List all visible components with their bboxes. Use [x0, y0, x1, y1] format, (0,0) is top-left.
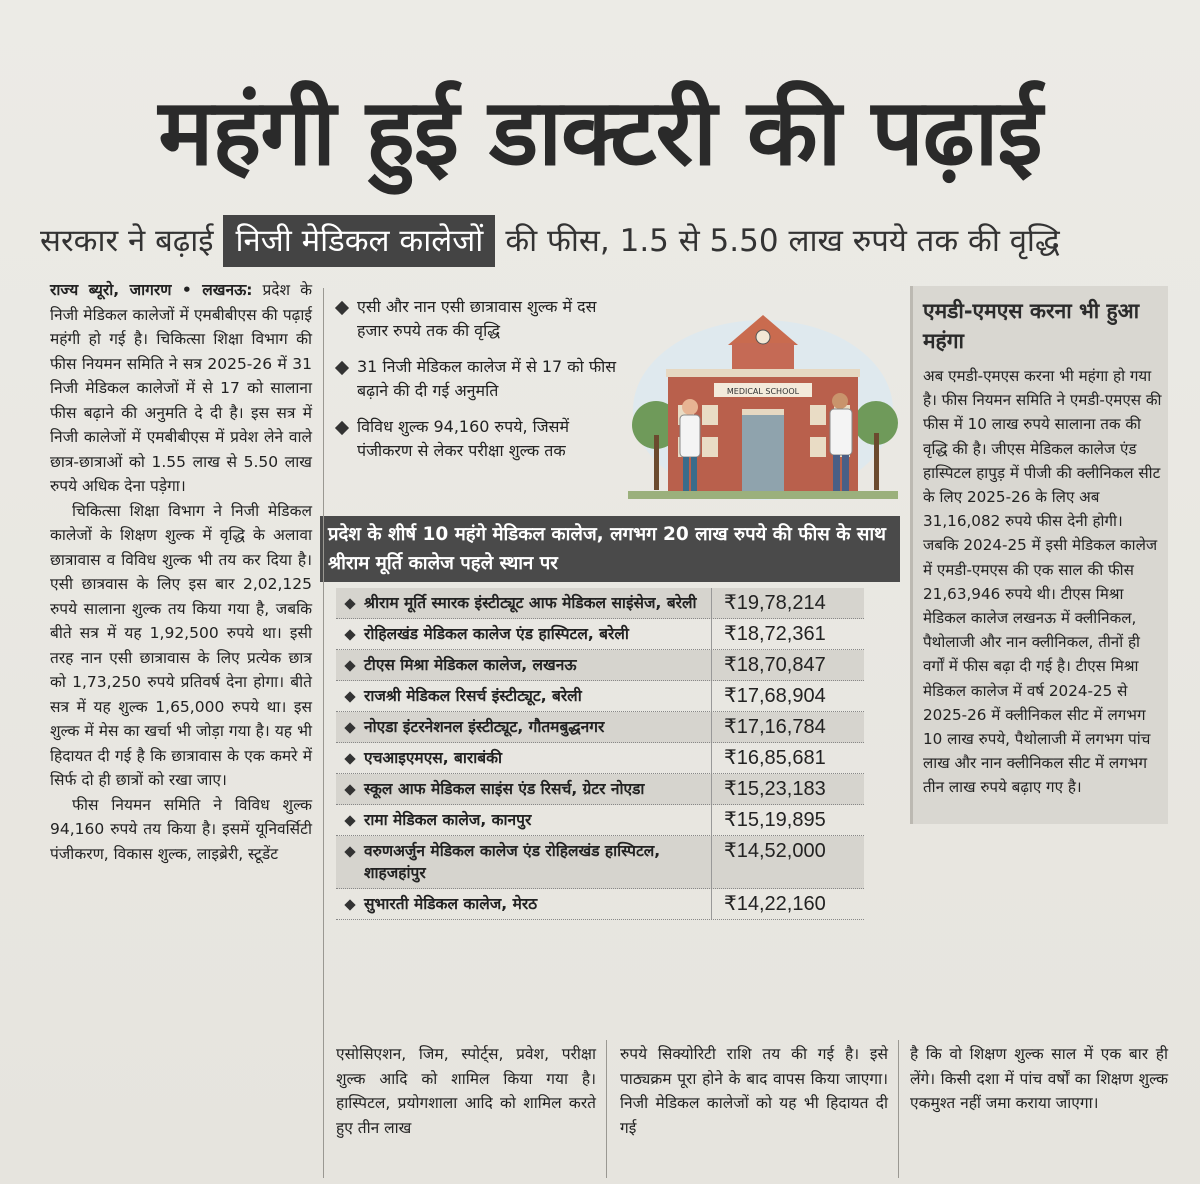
bullet-icon [344, 598, 355, 609]
bullet-icon [335, 301, 349, 315]
table-row [336, 743, 864, 774]
paragraph-2: चिकित्सा शिक्षा विभाग ने निजी मेडिकल कालेजों के शिक्षण शुल्क में वृद्धि के अलावा छात्रावास व विविध शुल्क भी तय कर दिया है। एसी छात्रवास के लिए इस बार 2,02,125 रुपये सालाना शुल्क तय किया गया है, जबकि बीते सत्र में यह 1,92,500 रुपये था। इसी तरह नान एसी छात्रावास के लिए प्रत्येक छात्र को 1,73,250 रुपये प्रतिवर्ष देना होगा। बीते सत्र में यह शुल्क 1,65,000 रुपये था। इस शुल्क में मेस का खर्चा भी जोड़ा गया है। यह भी हिदायत दी गई है कि छात्रावास के एक कमरे में सिर्फ दो ही छात्रों को रखा जाए। [50, 501, 312, 789]
bullet-icon [344, 753, 355, 764]
table-title: प्रदेश के शीर्ष 10 महंगे मेडिकल कालेज, लगभग 20 लाख रुपये की फीस के साथ श्रीराम मूर्ति कालेज पहले स्थान पर [320, 516, 900, 582]
sidebar-body: अब एमडी-एमएस करना भी महंगा हो गया है। फीस नियमन समिति ने एमडी-एमएस की फीस में 10 लाख रुपये सालाना तक की वृद्धि की है। जीएस मेडिकल कालेज एंड हास्पिटल हापुड़ में पीजी की क्लीनिकल सीट के लिए 2025-26 के लिए अब 31,16,082 रुपये फीस देनी होगी। जबकि 2024-25 में इसी मेडिकल कालेज में एमडी-एमएस की एक साल की फीस 21,63,946 रुपये थी। टीएस मिश्रा मेडिकल कालेज लखनऊ में क्लीनिकल, पैथोलाजी और नान क्लीनिकल, तीनों ही वर्गों में फीस बढ़ा दी गई है। टीएस मिश्रा मेडिकल कालेज में वर्ष 2024-25 से 2025-26 में क्लीनिकल सीट में लगभग 10 लाख रुपये, पैथोलाजी में लगभग पांच लाख और नान क्लीनिकल सीट में लगभग तीन लाख रुपये बढ़ाए गए है। [923, 367, 1162, 797]
college-fee: ₹16,85,681 [724, 747, 826, 769]
key-point: 31 निजी मेडिकल कालेज में से 17 को फीस बढ़ाने की दी गई अनुमति [335, 355, 625, 403]
college-fee-table [336, 588, 864, 920]
table-row [336, 619, 864, 650]
bullet-icon [344, 784, 355, 795]
school-sign-text: MEDICAL SCHOOL [726, 387, 800, 396]
table-row [336, 805, 864, 836]
paragraph-1: प्रदेश के निजी मेडिकल कालेजों में एमबीबीएस की पढ़ाई महंगी हो गई है। चिकित्सा शिक्षा विभाग की फीस नियमन समिति ने सत्र 2025-26 में 31 निजी मेडिकल कालेजों में से 17 को सालाना फीस बढ़ाने की अनुमति दे दी है। इस सत्र में निजी कालेजों में एमबीबीएस में प्रवेश लेने वाले छात्र-छात्राओं को 1.55 लाख से 5.50 लाख रुपये अधिक देना पड़ेगा। [50, 281, 312, 495]
table-row [336, 681, 864, 712]
bullet-icon [344, 846, 355, 857]
bottom-column-2: एसोसिएशन, जिम, स्पोर्ट्स, प्रवेश, परीक्षा शुल्क आदि को शामिल किया गया है। हास्पिटल, प्रयोगशाला आदि को शामिल करते हुए तीन लाख [336, 1045, 596, 1137]
key-point: एसी और नान एसी छात्रावास शुल्क में दस हजार रुपये तक की वृद्धि [335, 295, 625, 343]
table-row [336, 774, 864, 805]
college-name: नोएडा इंटरनेशनल इंस्टीट्यूट, गौतमबुद्धनगर [364, 718, 605, 736]
article-column-1 [50, 278, 312, 866]
bullet-icon [344, 629, 355, 640]
key-point: विविध शुल्क 94,160 रुपये, जिसमें पंजीकरण से लेकर परीक्षा शुल्क तक [335, 415, 625, 463]
college-fee: ₹19,78,214 [724, 592, 826, 614]
college-name: एचआइएमएस, बाराबंकी [364, 749, 503, 767]
medical-school-illustration [628, 305, 898, 505]
bottom-column-4: है कि वो शिक्षण शुल्क साल में एक बार ही लेंगे। किसी दशा में पांच वर्षों का शिक्षण शुल्क एकमुश्त नहीं जमा कराया जाएगा। [910, 1045, 1168, 1112]
paragraph-3: फीस नियमन समिति ने विविध शुल्क 94,160 रुपये तय किया है। इसमें यूनिवर्सिटी पंजीकरण, विकास शुल्क, लाइब्रेरी, स्टूडेंट [50, 795, 312, 863]
subhead-highlight: निजी मेडिकल कालेजों [223, 215, 495, 267]
column-divider [323, 288, 324, 1178]
college-name: रामा मेडिकल कालेज, कानपुर [364, 811, 532, 829]
college-fee: ₹15,19,895 [724, 809, 826, 831]
subheadline [40, 215, 1170, 267]
bullet-icon [344, 660, 355, 671]
college-fee: ₹17,16,784 [724, 716, 826, 738]
college-name: वरुणअर्जुन मेडिकल कालेज एंड रोहिलखंड हास्पिटल, शाहजहांपुर [364, 842, 661, 882]
bullet-icon [335, 361, 349, 375]
subhead-after: की फीस, 1.5 से 5.50 लाख रुपये तक की वृद्धि [505, 223, 1060, 259]
college-name: राजश्री मेडिकल रिसर्च इंस्टीट्यूट, बरेली [364, 687, 582, 705]
sidebar-title: एमडी-एमएस करना भी हुआ महंगा [923, 299, 1140, 353]
table-row [336, 650, 864, 681]
college-name: सुभारती मेडिकल कालेज, मेरठ [364, 895, 538, 913]
key-points [335, 295, 625, 475]
column-divider [898, 1040, 899, 1178]
bullet-icon [344, 691, 355, 702]
byline: राज्य ब्यूरो, जागरण • लखनऊ: [50, 281, 253, 299]
table-row [336, 712, 864, 743]
college-name: स्कूल आफ मेडिकल साइंस एंड रिसर्च, ग्रेटर नोएडा [364, 780, 645, 798]
college-name: रोहिलखंड मेडिकल कालेज एंड हास्पिटल, बरेली [364, 625, 629, 643]
column-divider [606, 1040, 607, 1178]
bullet-icon [344, 815, 355, 826]
table-row [336, 836, 864, 889]
bullet-icon [344, 722, 355, 733]
college-name: श्रीराम मूर्ति स्मारक इंस्टीट्यूट आफ मेडिकल साइंसेज, बरेली [364, 594, 697, 612]
college-fee: ₹14,22,160 [724, 893, 826, 915]
college-fee: ₹15,23,183 [724, 778, 826, 800]
headline: महंगी हुई डाक्टरी की पढ़ाई [158, 79, 1042, 186]
table-row [336, 588, 864, 619]
bullet-icon [344, 899, 355, 910]
table-row [336, 889, 864, 920]
subhead-before: सरकार ने बढ़ाई [40, 223, 214, 259]
college-fee: ₹17,68,904 [724, 685, 826, 707]
college-fee: ₹14,52,000 [724, 840, 826, 862]
bullet-icon [335, 421, 349, 435]
college-fee: ₹18,72,361 [724, 623, 826, 645]
college-fee: ₹18,70,847 [724, 654, 826, 676]
college-name: टीएस मिश्रा मेडिकल कालेज, लखनऊ [364, 656, 577, 674]
sidebar-box [910, 286, 1168, 824]
bottom-column-3: रुपये सिक्योरिटी राशि तय की गई है। इसे पाठ्यक्रम पूरा होने के बाद वापस किया जाएगा। निजी मेडिकल कालेजों को यह भी हिदायत दी गई [620, 1045, 888, 1137]
